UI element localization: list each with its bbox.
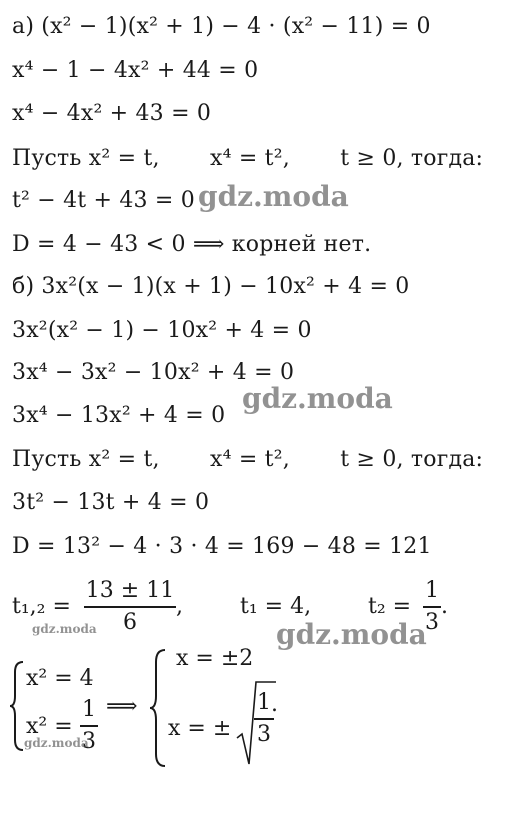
roots-fraction xyxy=(84,578,176,636)
eq2-numerator: 1 xyxy=(82,697,96,722)
t2-numerator: 1 xyxy=(425,578,439,603)
root-t2-dot: . xyxy=(441,594,448,619)
substitution-line: Пусть x² = t, x⁴ = t², t ≥ 0, тогда: xyxy=(12,146,484,171)
watermark: gdz.moda xyxy=(32,622,97,636)
solution-line: t² − 4t + 43 = 0 xyxy=(12,188,195,213)
roots-numerator: 13 ± 11 xyxy=(85,578,175,603)
fraction-bar xyxy=(80,725,98,727)
roots-comma: , xyxy=(176,594,183,619)
fraction-bar xyxy=(254,718,274,720)
implies-arrow: ⟹ xyxy=(106,694,138,719)
solution-line-b: б) 3x²(x − 1)(x + 1) − 10x² + 4 = 0 xyxy=(12,274,410,299)
roots-denominator: 6 xyxy=(123,609,137,635)
system-eq2-lhs: x² = xyxy=(26,714,73,739)
solution-line: 3x⁴ − 3x² − 10x² + 4 = 0 xyxy=(12,360,295,385)
result-2-dot: . xyxy=(271,692,278,717)
system-eq1: x² = 4 xyxy=(26,666,94,691)
watermark: gdz.moda xyxy=(276,618,427,651)
discriminant-line: D = 13² − 4 · 3 · 4 = 169 − 48 = 121 xyxy=(12,534,432,559)
substitution-line: Пусть x² = t, x⁴ = t², t ≥ 0, тогда: xyxy=(12,447,484,472)
root-t2-lhs: t₂ = xyxy=(368,594,412,619)
res2-numerator: 1 xyxy=(257,690,271,715)
root-t1: t₁ = 4, xyxy=(240,594,312,619)
watermark: gdz.moda xyxy=(242,382,393,415)
solution-line-a: а) (x² − 1)(x² + 1) − 4 · (x² − 11) = 0 xyxy=(12,14,431,39)
left-brace-icon xyxy=(148,648,168,768)
result-2-lhs: x = ± xyxy=(168,716,232,741)
res2-denominator: 3 xyxy=(257,721,271,747)
watermark: gdz.moda xyxy=(198,180,349,213)
solution-line: 3x²(x² − 1) − 10x² + 4 = 0 xyxy=(12,318,312,343)
solution-line: 3x⁴ − 13x² + 4 = 0 xyxy=(12,403,226,428)
result-1: x = ±2 xyxy=(176,646,254,671)
roots-lhs: t₁,₂ = xyxy=(12,594,71,619)
watermark: gdz.moda xyxy=(24,736,89,750)
solution-line: x⁴ − 4x² + 43 = 0 xyxy=(12,101,212,126)
fraction-bar xyxy=(423,606,441,608)
eq2-denominator: 3 xyxy=(82,728,96,754)
fraction-bar xyxy=(84,606,176,608)
solution-line: 3t² − 13t + 4 = 0 xyxy=(12,490,210,515)
t2-denominator: 3 xyxy=(425,609,439,635)
discriminant-line: D = 4 − 43 < 0 ⟹ корней нет. xyxy=(12,232,372,257)
solution-line: x⁴ − 1 − 4x² + 44 = 0 xyxy=(12,58,259,83)
